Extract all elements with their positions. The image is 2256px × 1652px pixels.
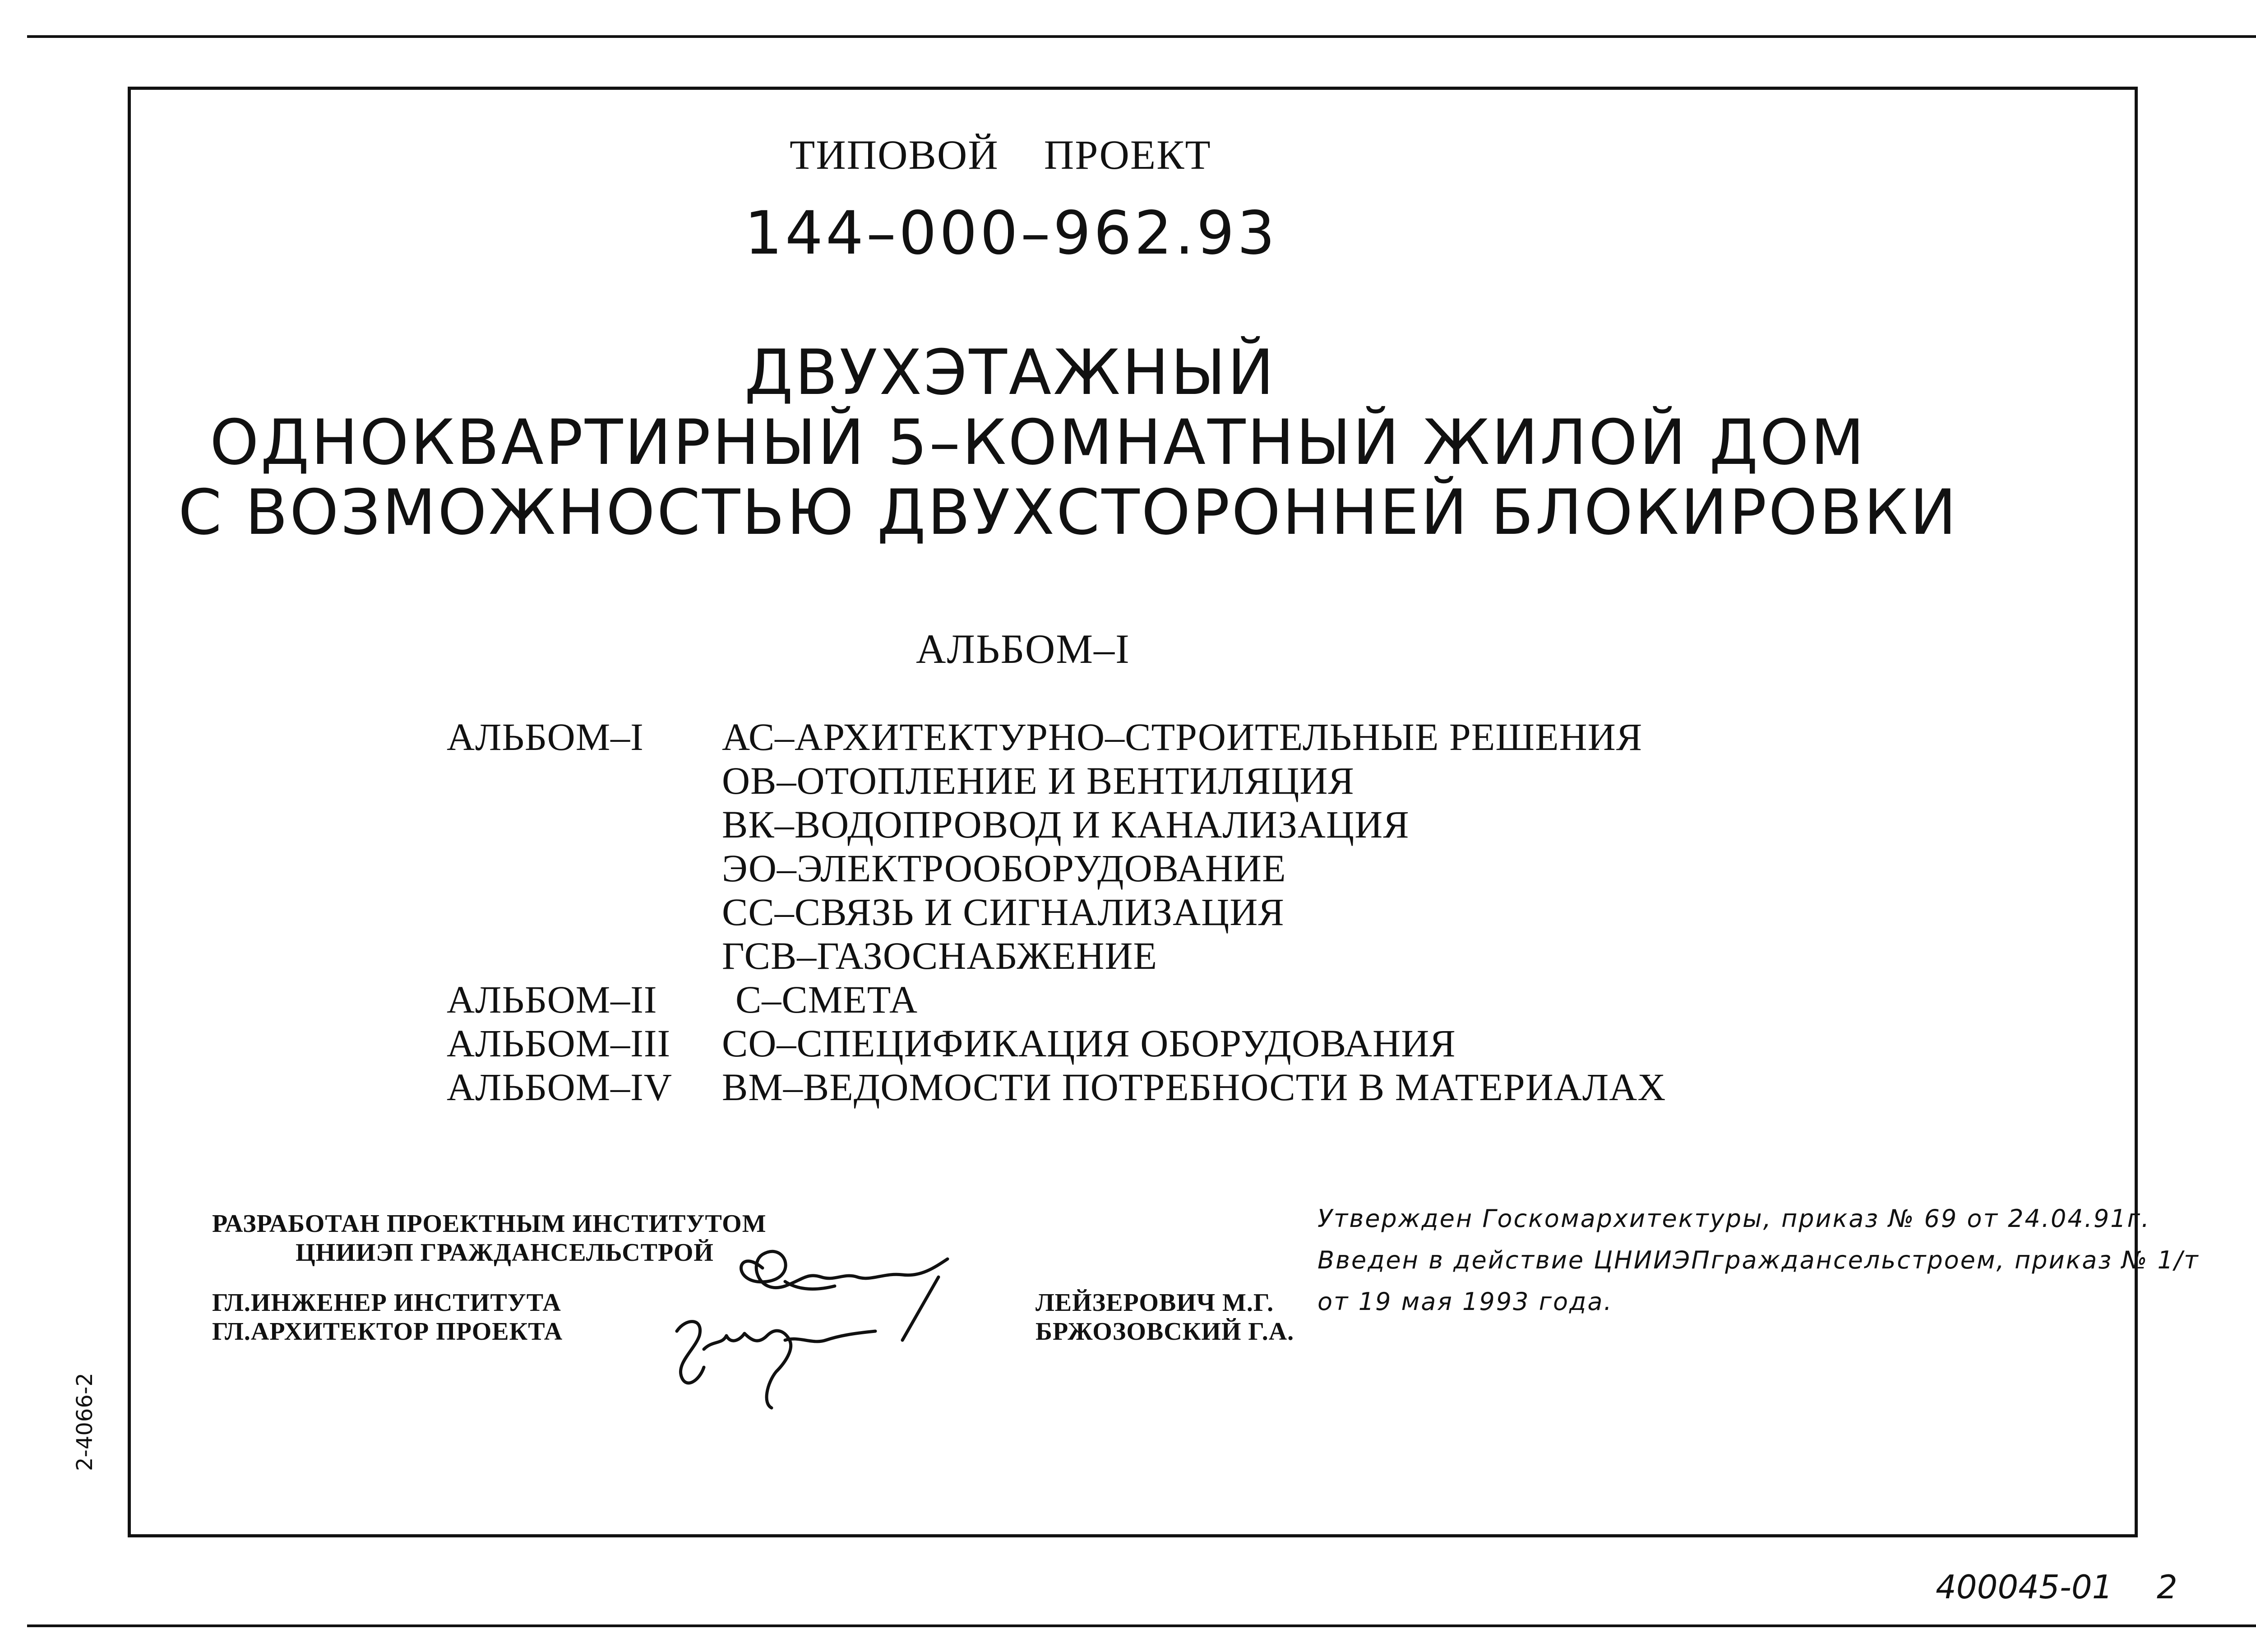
roles-block [212, 1288, 563, 1346]
list-item: АЛЬБОМ–I АС–АРХИТЕКТУРНО–СТРОИТЕЛЬНЫЕ РЕШЕНИЯ [447, 715, 1643, 759]
sheet-number: 2 [2157, 1568, 2177, 1606]
top-rule [27, 35, 2256, 38]
list-item: АЛЬБОМ–IV ВМ–ВЕДОМОСТИ ПОТРЕБНОСТИ В МАТЕРИАЛАХ [447, 1065, 1666, 1109]
project-type: ТИПОВОЙ ПРОЕКТ [790, 132, 1211, 178]
list-item: ОВ–ОТОПЛЕНИЕ И ВЕНТИЛЯЦИЯ [722, 759, 1355, 802]
current-album: АЛЬБОМ–I [916, 626, 1130, 672]
list-item: ВК–ВОДОПРОВОД И КАНАЛИЗАЦИЯ [722, 803, 1410, 846]
list-item: ЭО–ЭЛЕКТРООБОРУДОВАНИЕ [722, 847, 1286, 890]
name-chief-engineer: ЛЕЙЗЕРОВИЧ М.Г. [1036, 1289, 1274, 1317]
list-item: СС–СВЯЗЬ И СИГНАЛИЗАЦИЯ [722, 890, 1285, 934]
approval-line-1: Утвержден Госкомархитектуры, приказ № 69 от 24.04.91г. [1318, 1204, 2151, 1233]
title-line-3: С ВОЗМОЖНОСТЬЮ ДВУХСТОРОННЕЙ БЛОКИРОВКИ [178, 476, 1958, 549]
inventory-number: 400045-01 [1936, 1568, 2113, 1606]
title-line-1: ДВУХЭТАЖНЫЙ [744, 336, 1276, 409]
developer-line-1: РАЗРАБОТАН ПРОЕКТНЫМ ИНСТИТУТОМ [212, 1210, 767, 1238]
approval-block [1318, 1198, 2200, 1323]
signatures [650, 1227, 966, 1417]
name-chief-architect: БРЖОЗОВСКИЙ Г.А. [1036, 1318, 1294, 1346]
developer-line-2: ЦНИИЭП ГРАЖДАНСЕЛЬСТРОЙ [296, 1239, 714, 1267]
role-chief-architect: ГЛ.АРХИТЕКТОР ПРОЕКТА [212, 1318, 563, 1346]
title-line-2: ОДНОКВАРТИРНЫЙ 5–КОМНАТНЫЙ ЖИЛОЙ ДОМ [210, 406, 1866, 479]
approval-line-2: Введен в действие ЦНИИЭПграждансельстроем, приказ № 1/т [1318, 1246, 2200, 1274]
names-block [1036, 1288, 1294, 1346]
side-stamp: 2-4066-2 [72, 1373, 97, 1471]
project-code: 144–000–962.93 [744, 199, 1278, 268]
role-chief-engineer: ГЛ.ИНЖЕНЕР ИНСТИТУТА [212, 1289, 561, 1317]
album-list [447, 715, 1666, 1109]
list-item: АЛЬБОМ–III СО–СПЕЦИФИКАЦИЯ ОБОРУДОВАНИЯ [447, 1022, 1456, 1065]
list-item: ГСВ–ГАЗОСНАБЖЕНИЕ [722, 934, 1158, 977]
list-item: АЛЬБОМ–II С–СМЕТА [447, 978, 918, 1021]
approval-line-3: от 19 мая 1993 года. [1318, 1287, 1613, 1316]
bottom-rule [27, 1624, 2256, 1627]
